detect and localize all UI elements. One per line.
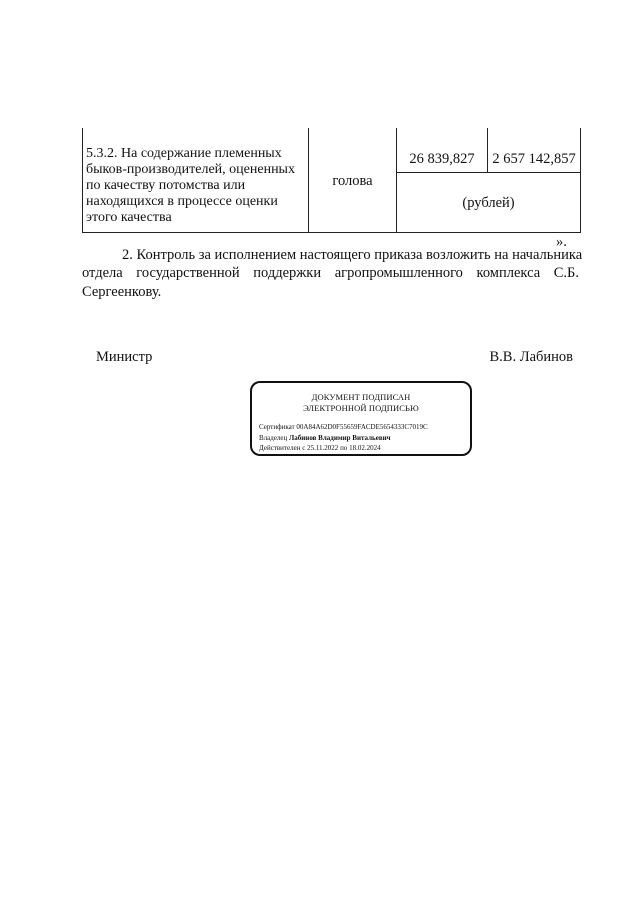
table-item-line: по качеству потомства или	[86, 178, 246, 193]
stamp-valid-from: 25.11.2022	[307, 444, 339, 452]
stamp-details	[259, 422, 428, 454]
paragraph-line: отдела государственной поддержки агропромышленного комплекса С.Б.	[82, 265, 579, 282]
table-value-total: 2 657 142,857	[492, 151, 576, 167]
table-column-divider	[396, 128, 397, 232]
stamp-validity-row	[259, 443, 428, 454]
stamp-heading	[252, 392, 470, 413]
stamp-heading-line: ДОКУМЕНТ ПОДПИСАН	[311, 392, 411, 402]
paragraph-line: Сергеенкову.	[82, 283, 162, 300]
table-item-description	[86, 146, 306, 226]
table-currency: (рублей)	[462, 195, 515, 211]
signatory-name: В.В. Лабинов	[489, 349, 573, 365]
stamp-owner-label: Владелец	[259, 433, 288, 442]
table-item-line: 5.3.2. На содержание племенных	[86, 146, 282, 161]
signatory-title: Министр	[96, 349, 153, 365]
paragraph-line: 2. Контроль за исполнением настоящего приказа возложить на начальника	[122, 247, 583, 263]
stamp-owner-value: Лабинов Владимир Витальевич	[289, 433, 391, 442]
stamp-valid-label: Действителен	[259, 444, 301, 452]
stamp-certificate-label: Сертификат	[259, 423, 295, 431]
closing-quote: ».	[556, 234, 567, 250]
stamp-valid-from-prefix: с	[302, 444, 306, 452]
table-unit: голова	[332, 173, 373, 189]
stamp-valid-to-prefix: по	[340, 444, 348, 452]
table-row-divider	[396, 172, 580, 173]
control-paragraph	[82, 246, 583, 301]
subsidy-table	[82, 128, 581, 233]
table-item-line: этого качества	[86, 210, 172, 225]
stamp-certificate-value: 00A84A62D0F55659FACDE5654333C7019C	[296, 423, 428, 431]
stamp-heading-line: ЭЛЕКТРОННОЙ ПОДПИСЬЮ	[303, 402, 419, 413]
table-item-line: быков-производителей, оцененных	[86, 162, 295, 177]
table-item-line: находящихся в процессе оценки	[86, 194, 278, 209]
stamp-owner-row	[259, 433, 428, 444]
stamp-valid-to: 18.02.2024	[349, 444, 381, 452]
table-value-rate: 26 839,827	[409, 151, 475, 167]
electronic-signature-stamp	[250, 381, 472, 456]
stamp-certificate-row	[259, 422, 428, 433]
